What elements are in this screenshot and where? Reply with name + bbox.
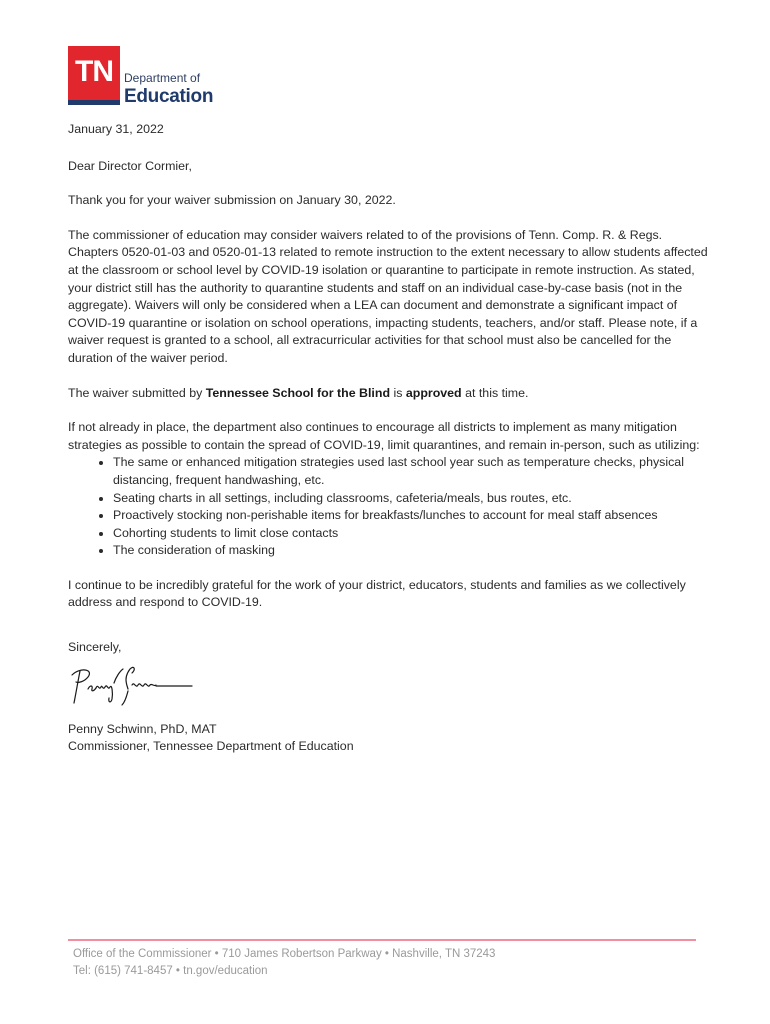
waiver-policy-paragraph: The commissioner of education may consider waivers related to of the provisions of Tenn. Comp. R. & Regs. Chapters 0520-01-03 and 0520-01-13 related to remote instruction to the extent necessary to allow students affected at the classroom or school level by COVID-19 isolation or quarantine to participate in remote instruction. As stated, your district still has the authority to quarantine students and staff on an individual case-by-case basis (not in the aggregate). Waivers will only be considered when a LEA can document and demonstrate a significant impact of COVID-19 quarantine or isolation on school operations, impacting students, teachers, and/or staff. Please note, if a waiver request is granted to a school, all extracurricular activities for that school must also be cancelled for the duration of the waiver period. <box>68 227 708 365</box>
signer-name: Penny Schwinn, PhD, MAT <box>68 721 217 736</box>
closing-paragraph: I continue to be incredibly grateful for the work of your district, educators, students and families as we collectively address and respond to COVID-19. <box>68 577 686 610</box>
list-item: • The same or enhanced mitigation strategies used last school year such as temperature checks, physical distancing, frequent handwashing, etc. <box>113 454 708 489</box>
handwritten-signature <box>68 663 198 707</box>
approval-status: approved <box>405 385 462 400</box>
logo-department-text: Department of <box>124 71 201 85</box>
logo-education-text: Education <box>124 86 214 107</box>
signature-label: Penny Schwinn <box>68 662 75 664</box>
mitigation-intro: If not already in place, the department also continues to encourage all districts to implement as many mitigation strategies as possible to contain the spread of COVID-19, limit quarantines, and remain in-person, such as utilizing: <box>68 420 700 452</box>
logo-tn-text: TN <box>75 55 113 88</box>
footer-address: Office of the Commissioner • 710 James Robertson Parkway • Nashville, TN 37243 <box>73 948 496 960</box>
list-item: • Cohorting students to limit close contacts <box>113 525 708 543</box>
tn-doe-logo <box>68 46 218 108</box>
salutation: Dear Director Cormier, <box>68 158 192 173</box>
signoff: Sincerely, <box>68 640 122 655</box>
footer <box>73 946 495 980</box>
signer-title: Commissioner, Tennessee Department of Education <box>68 739 354 754</box>
footer-contact: Tel: (615) 741-8457 • tn.gov/education <box>73 965 268 977</box>
approval-middle: is <box>390 385 406 400</box>
list-item: • The consideration of masking <box>113 542 708 560</box>
letter-body <box>68 121 708 756</box>
school-name: Tennessee School for the Blind <box>205 385 391 400</box>
list-item: • Proactively stocking non-perishable items for breakfasts/lunches to account for meal staff absences <box>113 507 708 525</box>
logo-underline <box>68 100 120 105</box>
signature-block <box>68 639 708 756</box>
logo-tn-box <box>68 46 120 104</box>
footer-rule <box>68 939 696 941</box>
mitigation-list <box>68 454 708 560</box>
thanks-paragraph: Thank you for your waiver submission on January 30, 2022. <box>68 193 396 208</box>
approval-paragraph <box>68 385 708 403</box>
approval-prefix: The waiver submitted by <box>68 385 206 400</box>
approval-suffix: at this time. <box>461 385 529 400</box>
list-item: • Seating charts in all settings, including classrooms, cafeteria/meals, bus routes, etc. <box>113 490 708 508</box>
letter-date: January 31, 2022 <box>68 122 164 136</box>
